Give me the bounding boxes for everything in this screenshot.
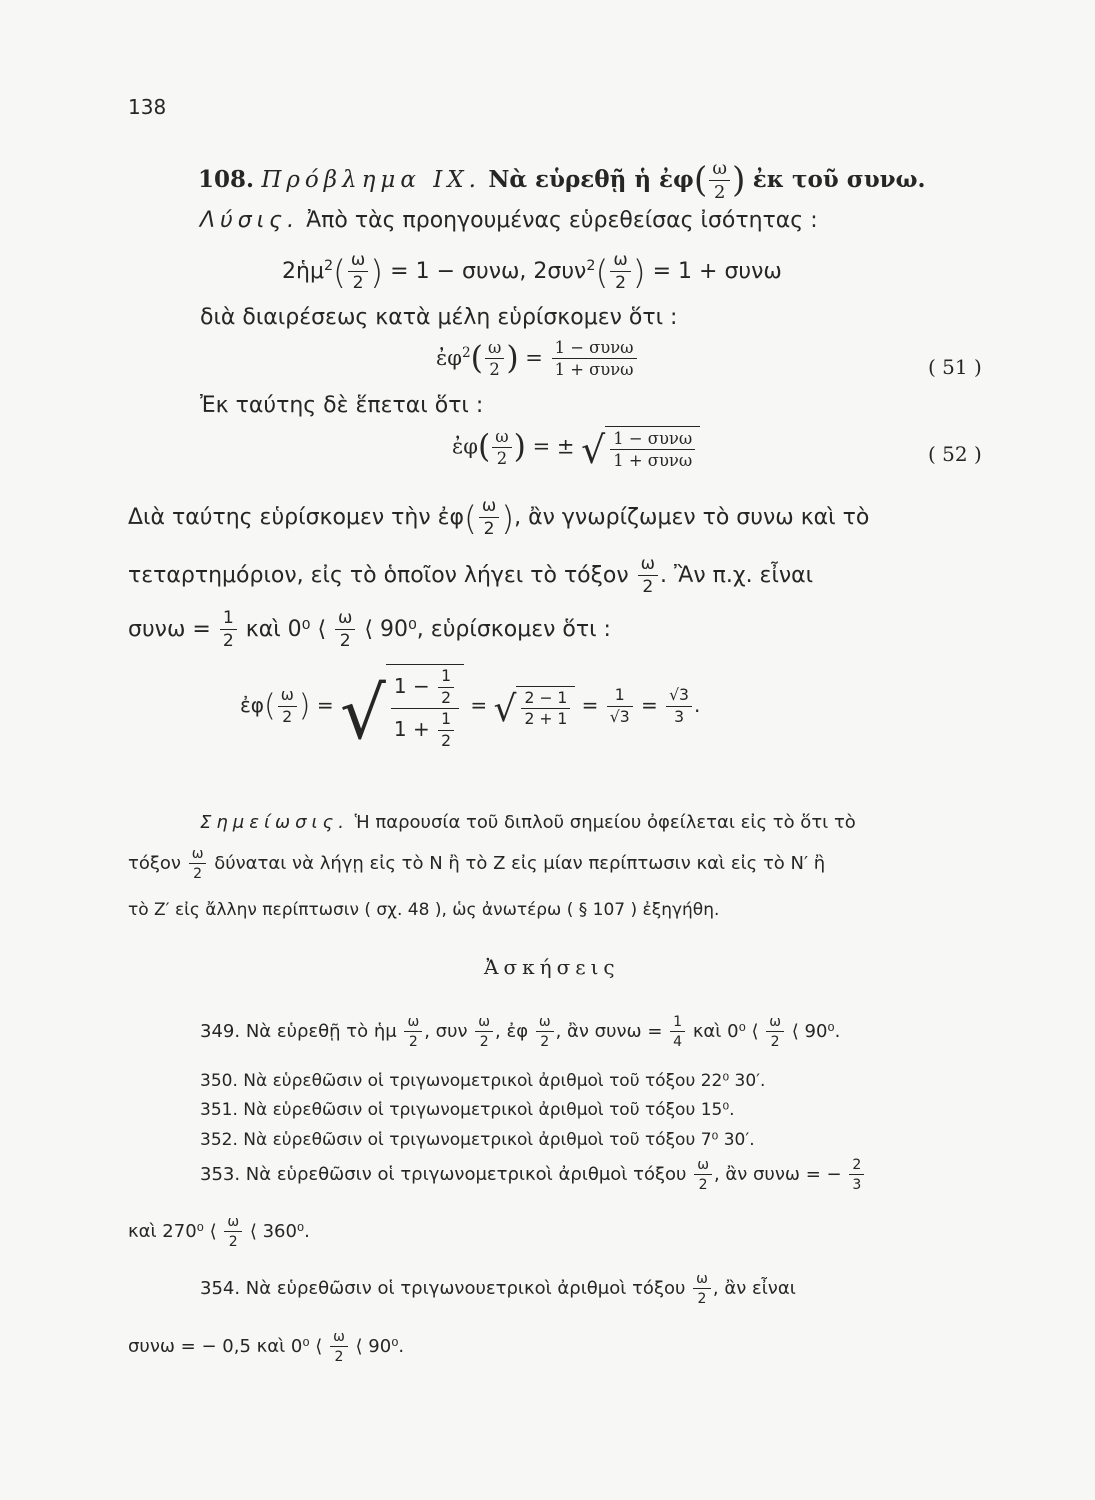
solution-intro: Λύσις. Ἀπὸ τὰς προηγουμένας εὑρεθείσας ἰσότητας :	[200, 208, 818, 233]
exercise-354-line-2: συνω = − 0,5 καὶ 0⁰ ⟨ $\frac{\omega}{2}$ ⟨ 90⁰.	[128, 1329, 405, 1366]
note-line-2: τόξον $\frac{\omega}{2}$ δύναται νὰ λήγῃ εἰς τὸ Ν ἢ τὸ Ζ εἰς μίαν περίπτωσιν καὶ εἰς τὸ Ν′ ἢ	[128, 846, 826, 883]
fraction: $\frac{\omega}{2}$	[709, 160, 730, 202]
note-line-3: τὸ Ζ′ εἰς ἄλλην περίπτωσιν ( σχ. 48 ), ὡς ἀνωτέρω ( § 107 ) ἐξηγήθη.	[128, 900, 720, 920]
problem-number: 108.	[198, 165, 255, 193]
division-text: διὰ διαιρέσεως κατὰ μέλη εὑρίσκομεν ὅτι :	[200, 305, 678, 330]
follows-text: Ἐκ ταύτης δὲ ἕπεται ὅτι :	[200, 393, 484, 418]
problem-title-end: ἐκ τοῦ συνω.	[752, 165, 926, 193]
exercise-353-line-2: καὶ 270⁰ ⟨ $\frac{\omega}{2}$ ⟨ 360⁰.	[128, 1214, 310, 1251]
problem-heading: 108. Πρόβλημα IX. Νὰ εὑρεθῇ ἡ ἐφ( $\frac{\omega}{2}$ ) ἐκ τοῦ συνω.	[198, 158, 926, 203]
exercise-351: 351. Νὰ εὑρεθῶσιν οἱ τριγωνομετρικοὶ ἀριθμοὶ τοῦ τόξου 15⁰.	[200, 1100, 735, 1120]
problem-label: Πρόβλημα IX.	[261, 166, 481, 193]
exercise-354-line-1: 354. Νὰ εὑρεθῶσιν οἱ τριγωνουετρικοὶ ἀριθμοὶ τόξου $\frac{\omega}{2}$ , ἂν εἶναι	[200, 1271, 796, 1308]
exercise-349: 349. Νὰ εὑρεθῇ τὸ ἡμ $\frac{\omega}{2}$ , συν $\frac{\omega}{2}$ , ἐφ $\frac{\omega}{2}$ , ἂν συνω = $\frac{1}{4}$ καὶ 0⁰ ⟨ $\frac{\omega}{2}$ ⟨ 90⁰.	[200, 1014, 841, 1051]
equation-52: ἐφ( $\frac{\omega}{2}$ ) = ± √ $\frac{\text{1 − συνω}}{\text{1 + συνω}}$	[452, 426, 700, 470]
paragraph-line-1: Διὰ ταύτης εὑρίσκομεν τὴν ἐφ( $\frac{\omega}{2}$ ), ἂν γνωρίζωμεν τὸ συνω καὶ τὸ	[128, 496, 870, 540]
exercise-350: 350. Νὰ εὑρεθῶσιν οἱ τριγωνομετρικοὶ ἀριθμοὶ τοῦ τόξου 22⁰ 30′.	[200, 1071, 766, 1091]
note-line-1: Σημείωσις. Ἡ παρουσία τοῦ διπλοῦ σημείου ὀφείλεται εἰς τὸ ὅτι τὸ	[200, 812, 856, 833]
equation-number-51: ( 51 )	[928, 355, 982, 379]
paragraph-line-2: τεταρτημόριον, εἰς τὸ ὁποῖον λήγει τὸ τόξον $\frac{\omega}{2}$ . Ἂν π.χ. εἶναι	[128, 554, 814, 598]
identities-equation: 2ἡμ$^2$( $\frac{\omega}{2}$ ) = 1 − συνω, 2συν$^2$( $\frac{\omega}{2}$ ) = 1 + συνω	[282, 250, 782, 294]
solution-label: Λύσις.	[200, 208, 300, 233]
exercise-352: 352. Νὰ εὑρεθῶσιν οἱ τριγωνομετρικοὶ ἀριθμοὶ τοῦ τόξου 7⁰ 30′.	[200, 1130, 755, 1150]
equation-number-52: ( 52 )	[928, 442, 982, 466]
paragraph-line-3: συνω = $\frac{1}{2}$ καὶ 0⁰ ⟨ $\frac{\omega}{2}$ ⟨ 90⁰, εὑρίσκομεν ὅτι :	[128, 608, 611, 652]
equation-51: ἐφ$^2$( $\frac{\omega}{2}$ ) = $\frac{\text{1 − συνω}}{\text{1 + συνω}}$	[436, 340, 639, 379]
problem-title: Νὰ εὑρεθῇ ἡ ἐφ	[488, 165, 694, 193]
exercises-heading: Ἀσκήσεις	[484, 955, 620, 979]
page-number: 138	[128, 95, 167, 119]
note-label: Σημείωσις.	[200, 812, 349, 833]
exercise-353-line-1: 353. Νὰ εὑρεθῶσιν οἱ τριγωνομετρικοὶ ἀριθμοὶ τόξου $\frac{\omega}{2}$ , ἂν συνω = − $\frac{2}{3}$	[200, 1158, 866, 1192]
worked-example-equation: ἐφ( $\frac{\omega}{2}$ ) = √ 1 − $\frac{1}{2}$ 1 + $\frac{1}{2}$ = √ $\frac{2 - 1}{2 + 1}$ = $\frac{1}{√3}$ = $\frac{√3}{3}$ .	[240, 664, 700, 749]
